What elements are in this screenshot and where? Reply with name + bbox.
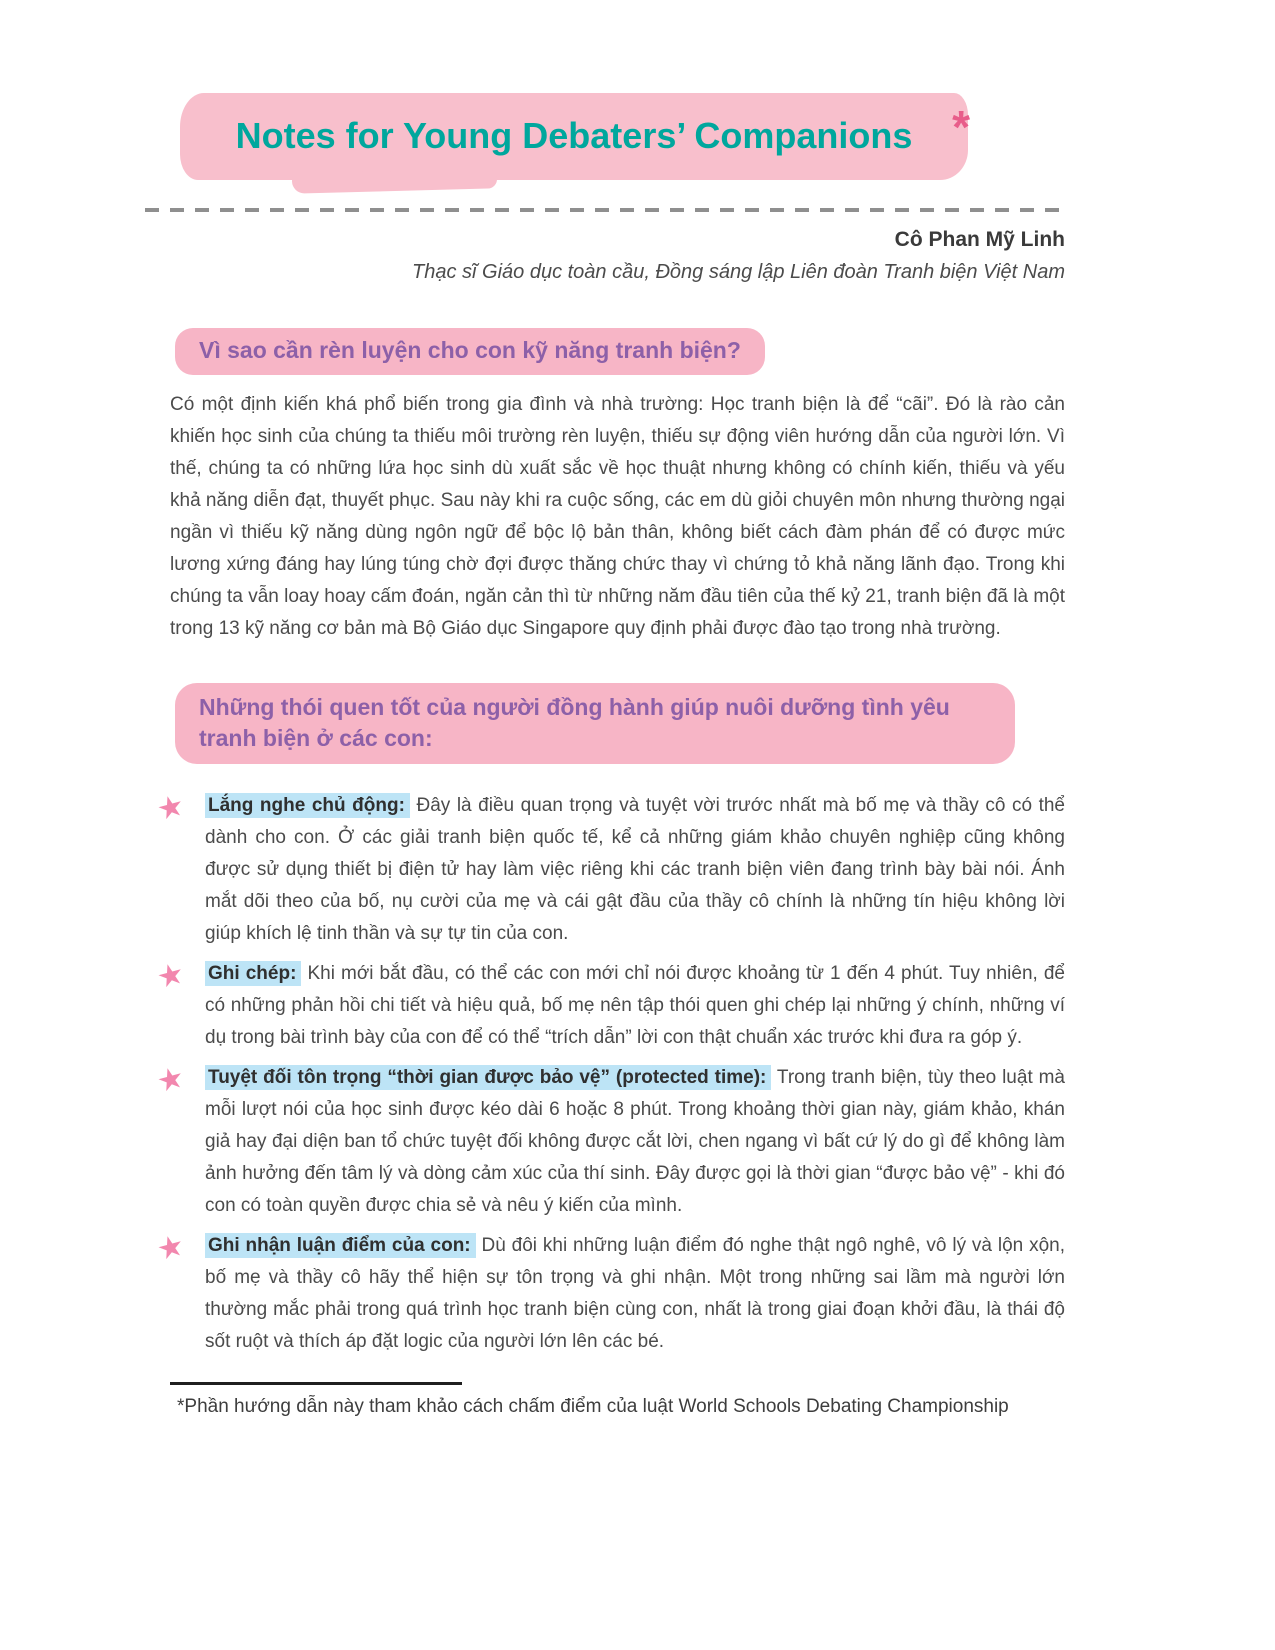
list-item-body	[205, 958, 1065, 1054]
author-name: Cô Phan Mỹ Linh	[894, 228, 1065, 252]
list-item	[155, 1230, 1065, 1358]
star-icon: ★	[153, 1228, 188, 1268]
list-item-lead: Lắng nghe chủ động:	[205, 793, 410, 818]
star-icon: ★	[153, 788, 188, 828]
list-item-body	[205, 1230, 1065, 1358]
footnote	[170, 1382, 1065, 1418]
habit-list	[155, 790, 1065, 1358]
list-item-text: Dù đôi khi những luận điểm đó nghe thật ngô nghê, vô lý và lộn xộn, bố mẹ và thầy cô hãy thể hiện sự tôn trọng và ghi nhận. Một trong những sai lầm mà người lớn thường mắc phải trong quá trình học tranh biện cùng con, nhất là trong giai đoạn khởi đầu, là thái độ sốt ruột và thích áp đặt logic của người lớn lên các bé.	[205, 1235, 1065, 1353]
star-icon: ★	[153, 1060, 188, 1100]
list-item	[155, 790, 1065, 950]
list-item-lead: Ghi nhận luận điểm của con:	[205, 1233, 476, 1258]
list-item-body	[205, 790, 1065, 950]
section-heading-why-debate: Vì sao cần rèn luyện cho con kỹ năng tranh biện?	[175, 328, 765, 375]
title-asterisk: *	[952, 101, 970, 153]
list-item-text: Khi mới bắt đầu, có thể các con mới chỉ nói được khoảng từ 1 đến 4 phút. Tuy nhiên, để có những phản hồi chi tiết và hiệu quả, bố mẹ nên tập thói quen ghi chép lại những ý chính, những ví dụ trong bài trình bày của con để có thể “trích dẫn” lời con thật chuẩn xác trước khi đưa ra góp ý.	[205, 963, 1066, 1049]
author-credentials: Thạc sĩ Giáo dục toàn cầu, Đồng sáng lập Liên đoàn Tranh biện Việt Nam	[412, 261, 1065, 284]
list-item-text: Đây là điều quan trọng và tuyệt vời trước nhất mà bố mẹ và thầy cô có thể dành cho con. Ở các giải tranh biện quốc tế, kể cả những giám khảo chuyên nghiệp cũng không được sử dụng thiết bị điện tử hay làm việc riêng khi các tranh biện viên đang trình bày bài nói. Ánh mắt dõi theo của bố, nụ cười của mẹ và cái gật đầu của thầy cô chính là những tín hiệu không lời giúp khích lệ tinh thần và sự tự tin của con.	[205, 795, 1065, 945]
star-icon: ★	[153, 956, 188, 996]
title-banner	[180, 93, 968, 180]
page-title-text: Notes for Young Debaters’ Companions	[235, 115, 913, 156]
list-item-lead: Tuyệt đối tôn trọng “thời gian được bảo vệ” (protected time):	[205, 1065, 771, 1090]
section-heading-good-habits: Những thói quen tốt của người đồng hành giúp nuôi dưỡng tình yêu tranh biện ở các con:	[175, 683, 1015, 764]
list-item	[155, 1062, 1065, 1222]
list-item-lead: Ghi chép:	[205, 961, 301, 986]
footnote-text: *Phần hướng dẫn này tham khảo cách chấm điểm của luật World Schools Debating Championship	[177, 1396, 1009, 1418]
list-item-body	[205, 1062, 1065, 1222]
page-title	[206, 101, 970, 157]
list-item-text: Trong tranh biện, tùy theo luật mà mỗi lượt nói của học sinh được kéo dài 6 hoặc 8 phút. Trong khoảng thời gian này, giám khảo, khán giả hay đại diện ban tổ chức tuyệt đối không được cắt lời, chen ngang vì bất cứ lý do gì để không làm ảnh hưởng đến tâm lý và dòng cảm xúc của thí sinh. Đây được gọi là thời gian “được bảo vệ” - khi đó con có toàn quyền được chia sẻ và nêu ý kiến của mình.	[205, 1067, 1065, 1217]
list-item	[155, 958, 1065, 1054]
dashed-divider	[145, 208, 1067, 212]
footnote-rule	[170, 1382, 462, 1385]
intro-paragraph: Có một định kiến khá phổ biến trong gia đình và nhà trường: Học tranh biện là để “cãi”. Đó là rào cản khiến học sinh của chúng ta thiếu môi trường rèn luyện, thiếu sự động viên hướng dẫn của người lớn. Vì thế, chúng ta có những lứa học sinh dù xuất sắc về học thuật nhưng không có chính kiến, thiếu và yếu khả năng diễn đạt, thuyết phục. Sau này khi ra cuộc sống, các em dù giỏi chuyên môn nhưng thường ngại ngần vì thiếu kỹ năng dùng ngôn ngữ để bộc lộ bản thân, không biết cách đàm phán để có được mức lương xứng đáng hay lúng túng chờ đợi được thăng chức thay vì chứng tỏ khả năng lãnh đạo. Trong khi chúng ta vẫn loay hoay cấm đoán, ngăn cản thì từ những năm đầu tiên của thế kỷ 21, tranh biện đã là một trong 13 kỹ năng cơ bản mà Bộ Giáo dục Singapore quy định phải được đào tạo trong nhà trường.	[170, 394, 1065, 640]
author-block	[0, 228, 1065, 284]
